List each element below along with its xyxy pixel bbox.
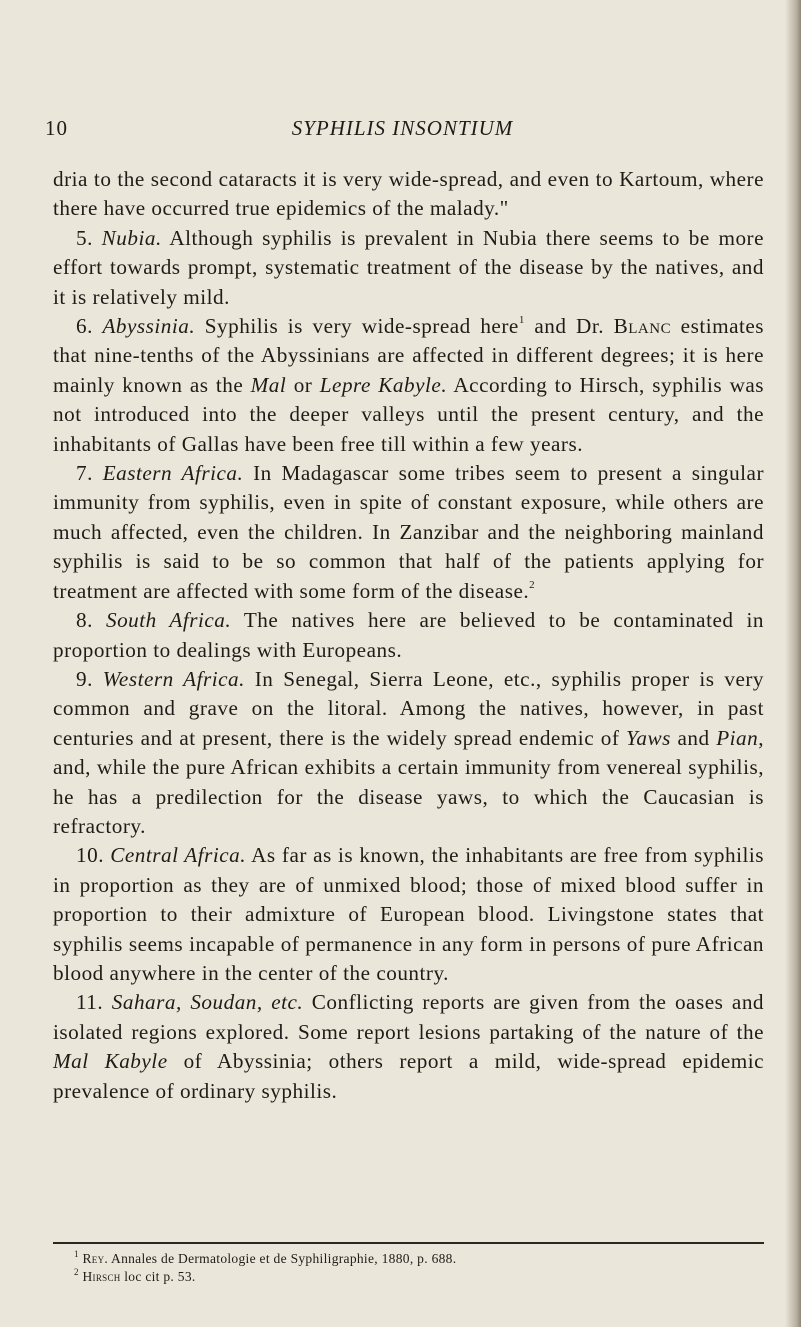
footnote-author: Hirsch bbox=[82, 1269, 121, 1284]
paragraph-text: estimates that nine-tenths of the Abyssinians are affected in different degrees; it is here mainly known as the bbox=[53, 314, 765, 397]
paragraph-text: , and, while the pure African exhibits a certain immunity from venereal syphilis, he has a predilection for the disease yaws, to which the Caucasian is refractory. bbox=[53, 725, 765, 838]
section-heading: Eastern Africa. bbox=[102, 461, 244, 486]
page-number: 10 bbox=[45, 116, 68, 140]
footnote-text: Annales de Dermatologie et de Syphiligraphie, 1880, p. 688. bbox=[111, 1251, 457, 1266]
paragraph-text: In Madagascar some tribes seem to present a singular immunity from syphilis, even in spite of constant exposure, while others are much affected, even the children. In Zanzibar and the neighboring mainland syphilis is said to be so common that half of the patients applying for treatment are affected with some form of the disease. bbox=[53, 461, 765, 603]
footnote-number: 1 bbox=[74, 1248, 79, 1259]
paragraph-western-africa bbox=[53, 665, 764, 841]
paragraph-eastern-africa bbox=[53, 459, 764, 606]
footnote-number: 2 bbox=[74, 1266, 79, 1277]
disease-term: Mal bbox=[250, 372, 287, 397]
page-header bbox=[45, 116, 760, 146]
paragraph-text: In Senegal, Sierra Leone, etc., syphilis proper is very common and grave on the litoral. Among the natives, however, in past centuries and at present, there is the widely spread endemic of bbox=[53, 666, 764, 750]
footnote-1 bbox=[74, 1250, 754, 1268]
paragraph-nubia bbox=[53, 224, 764, 312]
paragraph-sahara-soudan bbox=[53, 988, 764, 1106]
paragraph-text: dria to the second cataracts it is very wide-spread, and even to Kartoum, where there have occurred true epidemics of the malady." bbox=[53, 167, 764, 221]
disease-term: Lepre Kabyle. bbox=[319, 372, 448, 397]
paragraph-text: As far as is known, the inhabitants are free from syphilis in proportion as they are of unmixed blood; those of mixed blood suffer in proportion to their admixture of European blood. Livingstone states that syphilis seems incapable of permanence in any form in persons of pure African blood anywhere in the center of the country. bbox=[53, 843, 764, 985]
paragraph-text: Although syphilis is prevalent in Nubia there seems to be more effort towards prompt, systematic treatment of the disease by the natives, and it is relatively mild. bbox=[53, 225, 765, 309]
paragraph-text: or bbox=[293, 372, 313, 397]
paragraph-number: 5. bbox=[76, 225, 93, 250]
section-heading: Western Africa. bbox=[102, 666, 245, 691]
disease-term: Pian bbox=[716, 725, 759, 750]
paragraph-abyssinia bbox=[53, 312, 764, 459]
page-edge-shadow bbox=[785, 0, 801, 1327]
paragraph-text: Conflicting reports are given from the oases and isolated regions explored. Some report lesions partaking of the nature of the bbox=[53, 990, 765, 1044]
paragraph-text: and Dr. bbox=[534, 314, 605, 339]
paragraph-text: The natives here are believed to be contaminated in proportion to dealings with Europeans. bbox=[53, 608, 765, 662]
section-heading: Central Africa. bbox=[110, 843, 247, 868]
footnote-2 bbox=[74, 1268, 754, 1286]
disease-term: Mal Kabyle bbox=[53, 1049, 168, 1074]
author-name: Blanc bbox=[613, 314, 672, 339]
paragraph-number: 7. bbox=[76, 461, 93, 486]
disease-term: Yaws bbox=[626, 725, 671, 750]
section-heading: South Africa. bbox=[105, 608, 232, 633]
footnote-ref[interactable]: 1 bbox=[518, 313, 525, 326]
footnotes bbox=[74, 1250, 754, 1286]
paragraph-text: Syphilis is very wide-spread here bbox=[204, 314, 519, 339]
paragraph-number: 10. bbox=[76, 843, 104, 868]
paragraph-number: 8. bbox=[76, 608, 93, 633]
footnote-author: Rey. bbox=[82, 1251, 109, 1266]
paragraph-south-africa bbox=[53, 606, 764, 665]
running-title: SYPHILIS INSONTIUM bbox=[291, 116, 514, 140]
body-text bbox=[53, 165, 764, 1106]
footnote-ref[interactable]: 2 bbox=[529, 578, 536, 591]
section-heading: Sahara, Soudan, etc. bbox=[111, 990, 304, 1015]
paragraph-number: 6. bbox=[76, 314, 93, 339]
footnote-text: loc cit p. 53. bbox=[124, 1269, 196, 1284]
paragraph-text: and bbox=[677, 725, 710, 750]
section-heading: Abyssinia. bbox=[102, 314, 196, 339]
paragraph-number: 11. bbox=[76, 990, 104, 1015]
paragraph-central-africa bbox=[53, 841, 764, 988]
footnote-divider bbox=[53, 1242, 764, 1244]
paragraph-text: of Abyssinia; others report a mild, wide-spread epidemic prevalence of ordinary syphilis. bbox=[53, 1049, 764, 1103]
section-heading: Nubia. bbox=[101, 225, 162, 250]
paragraph-continuation bbox=[53, 165, 764, 224]
paragraph-number: 9. bbox=[76, 666, 93, 691]
paragraph-text: According to Hirsch, syphilis was not introduced into the deeper valleys until the present century, and the inhabitants of Gallas have been free till within a few years. bbox=[53, 372, 765, 456]
